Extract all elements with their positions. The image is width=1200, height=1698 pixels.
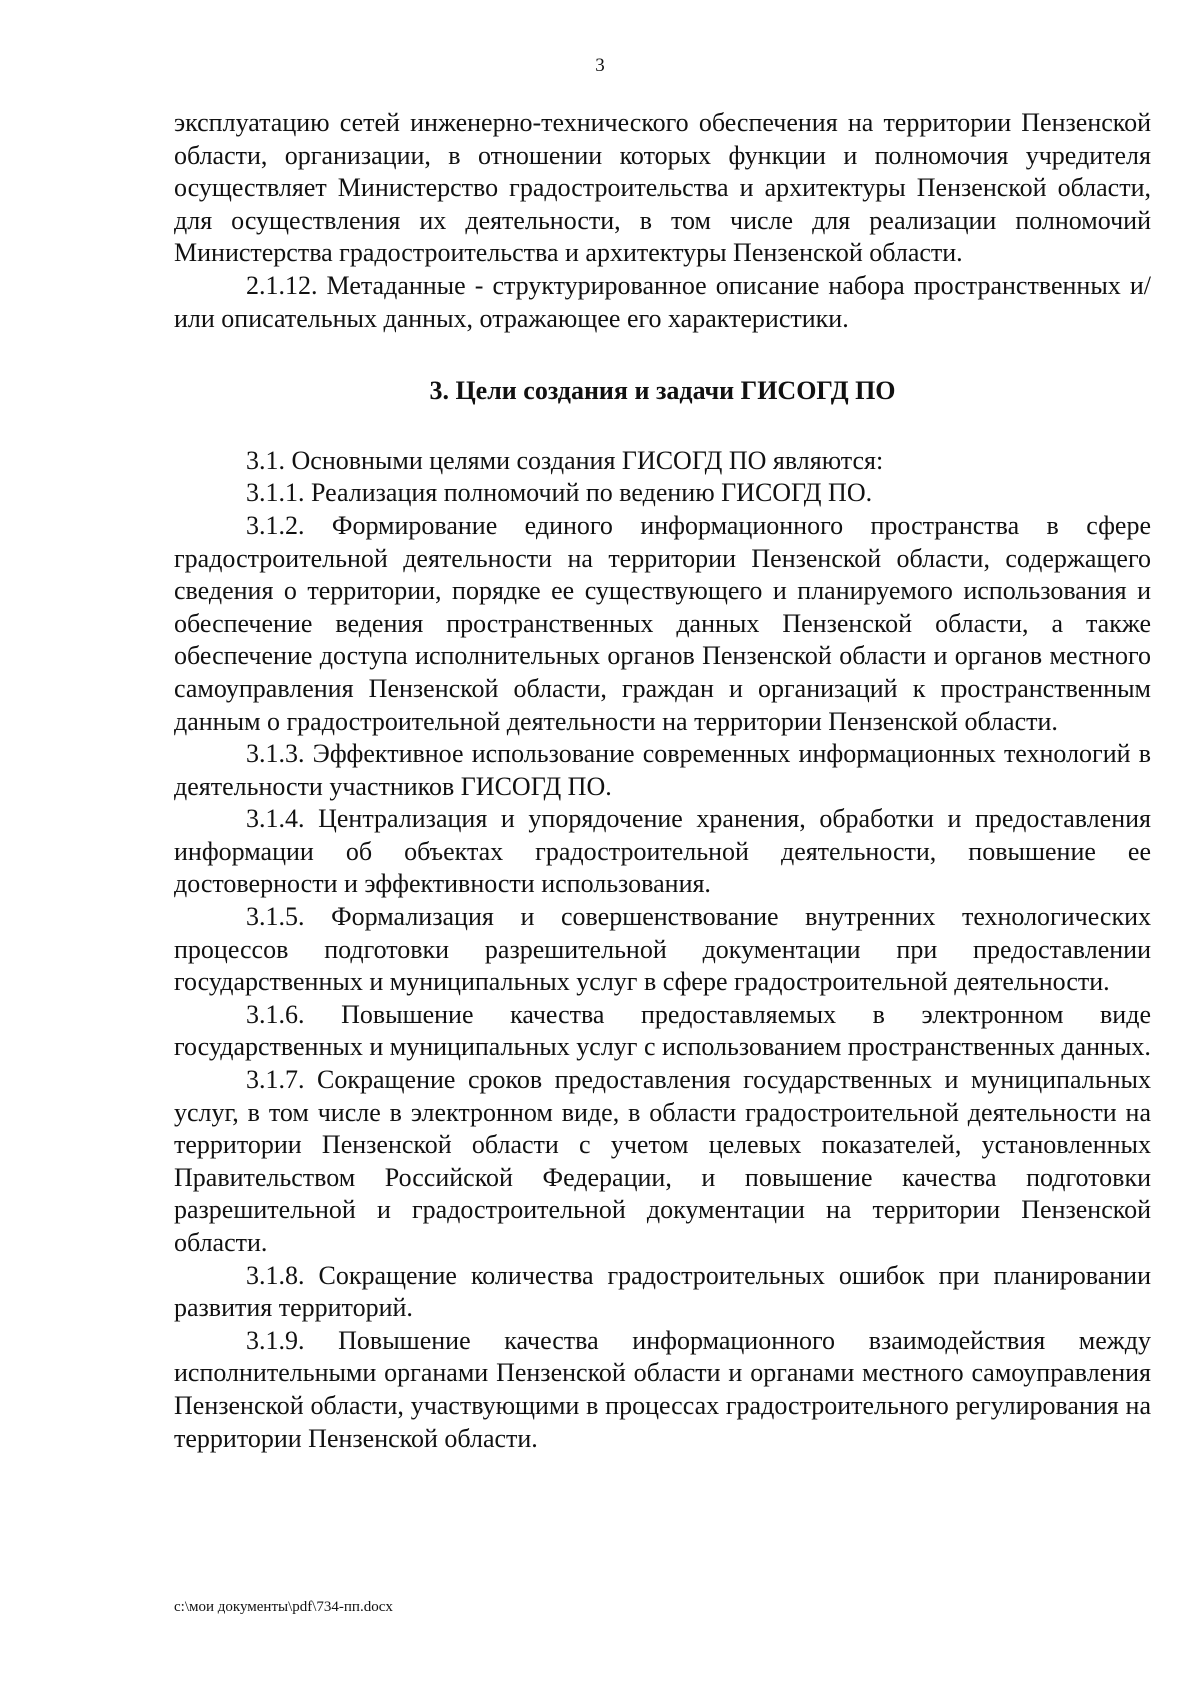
paragraph-3-1: 3.1. Основными целями создания ГИСОГД ПО являются: (246, 445, 884, 475)
paragraph-3-1-8: 3.1.8. Сокращение количества градостроительных ошибок при планировании развития территорий. (174, 1260, 1151, 1323)
document-body (174, 107, 1151, 1455)
paragraph-3-1-2: 3.1.2. Формирование единого информационного пространства в сфере градостроительной деятельности на территории Пензенской области, содержащего сведения о территории, порядке ее существующего и планируемого использования и обеспечение ведения пространственных данных Пензенской области, а также обеспечение доступа исполнительных органов Пензенской области и органов местного самоуправления Пензенской области, граждан и организаций к пространственным данным о градостроительной деятельности на территории Пензенской области. (174, 510, 1151, 736)
footer-file-path: c:\мои документы\pdf\734-пп.docx (174, 1599, 393, 1615)
paragraph-continuation: эксплуатацию сетей инженерно-технического обеспечения на территории Пензенской области, организации, в отношении которых функции и полномочия учредителя осуществляет Министерство градостроительства и архитектуры Пензенской области, для осуществления их деятельности, в том числе для реализации полномочий Министерства градостроительства и архитектуры Пензенской области. (174, 108, 1151, 268)
paragraph-3-1-3: 3.1.3. Эффективное использование современных информационных технологий в деятельности участников ГИСОГД ПО. (174, 739, 1151, 801)
page-number: 3 (595, 55, 605, 76)
paragraph-2-1-12: 2.1.12. Метаданные - структурированное описание набора пространственных и/или описательных данных, отражающее его характеристики. (174, 270, 1151, 333)
paragraph-3-1-7: 3.1.7. Сокращение сроков предоставления государственных и муниципальных услуг, в том числе в электронном виде, в области градостроительной деятельности на территории Пензенской области с учетом целевых показателей, установленных Правительством Российской Федерации, и повышение качества подготовки разрешительной и градостроительной документации на территории Пензенской области. (174, 1065, 1151, 1257)
paragraph-3-1-4: 3.1.4. Централизация и упорядочение хранения, обработки и предоставления информации об объектах градостроительной деятельности, повышение ее достоверности и эффективности использования. (174, 804, 1151, 899)
paragraph-3-1-6: 3.1.6. Повышение качества предоставляемых в электронном виде государственных и муниципальных услуг с использованием пространственных данных. (174, 999, 1151, 1062)
section-heading: 3. Цели создания и задачи ГИСОГД ПО (429, 376, 896, 406)
paragraph-3-1-9: 3.1.9. Повышение качества информационного взаимодействия между исполнительными органами Пензенской области и органами местного самоуправления Пензенской области, участвующими в процессах градостроительного регулирования на территории Пензенской области. (174, 1325, 1151, 1453)
paragraph-3-1-5: 3.1.5. Формализация и совершенствование внутренних технологических процессов подготовки разрешительной документации при предоставлении государственных и муниципальных услуг в сфере градостроительной деятельности. (174, 902, 1151, 997)
paragraph-3-1-1: 3.1.1. Реализация полномочий по ведению ГИСОГД ПО. (246, 478, 873, 508)
